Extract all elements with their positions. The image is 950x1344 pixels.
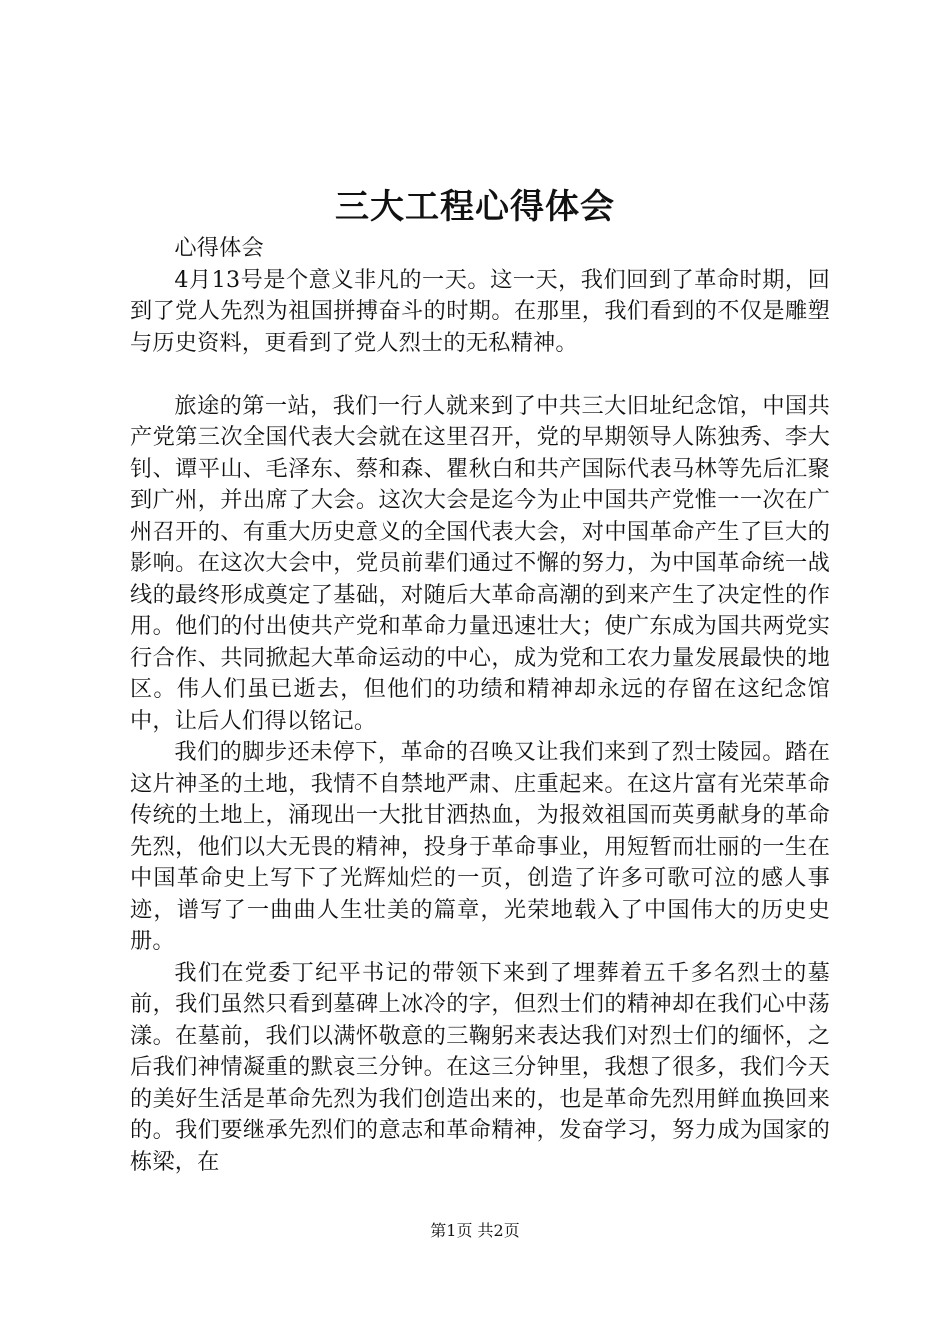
page-number-footer: 第1页 共2页 — [430, 1221, 520, 1240]
paragraph-martyrs-cemetery: 我们的脚步还未停下，革命的召唤又让我们来到了烈士陵园。踏在这片神圣的土地，我情不自禁地严肃、庄重起来。在这片富有光荣革命传统的土地上，涌现出一大批甘洒热血，为报效祖国而英勇献身的革命先烈，他们以大无畏的精神，投身于革命事业，用短暂而壮丽的一生在中国革命史上写下了光辉灿烂的一页，创造了许多可歌可泣的感人事迹，谱写了一曲曲人生壮美的篇章，光荣地载入了中国伟大的历史史册。 — [130, 739, 830, 954]
paragraph-memorial-hall: 旅途的第一站，我们一行人就来到了中共三大旧址纪念馆，中国共产党第三次全国代表大会就在这里召开，党的早期领导人陈独秀、李大钊、谭平山、毛泽东、蔡和森、瞿秋白和共产国际代表马林等先后汇聚到广州，并出席了大会。这次大会是迄今为止中国共产党惟一一次在广州召开的、有重大历史意义的全国代表大会，对中国革命产生了巨大的影响。在这次大会中，党员前辈们通过不懈的努力，为中国革命统一战线的最终形成奠定了基础，对随后大革命高潮的到来产生了决定性的作用。他们的付出使共产党和革命力量迅速壮大；使广东成为国共两党实行合作、共同掀起大革命运动的中心，成为党和工农力量发展最快的地区。伟人们虽已逝去，但他们的功绩和精神却永远的存留在这纪念馆中，让后人们得以铭记。 — [130, 392, 830, 734]
paragraph-intro: 4月13号是个意义非凡的一天。这一天，我们回到了革命时期，回到了党人先烈为祖国拼搏奋斗的时期。在那里，我们看到的不仅是雕塑与历史资料，更看到了党人烈士的无私精神。 — [130, 266, 830, 356]
document-title: 三大工程心得体会 — [335, 187, 615, 227]
paragraph-subtitle: 心得体会 — [174, 235, 264, 261]
document-body — [130, 233, 830, 1178]
paragraph-tomb-visit: 我们在党委丁纪平书记的带领下来到了埋葬着五千多名烈士的墓前，我们虽然只看到墓碑上冰冷的字，但烈士们的精神却在我们心中荡漾。在墓前，我们以满怀敬意的三鞠躬来表达我们对烈士们的缅怀，之后我们神情凝重的默哀三分钟。在这三分钟里，我想了很多，我们今天的美好生活是革命先烈为我们创造出来的，也是革命先烈用鲜血换回来的。我们要继承先烈们的意志和革命精神，发奋学习，努力成为国家的栋梁，在 — [130, 959, 830, 1175]
